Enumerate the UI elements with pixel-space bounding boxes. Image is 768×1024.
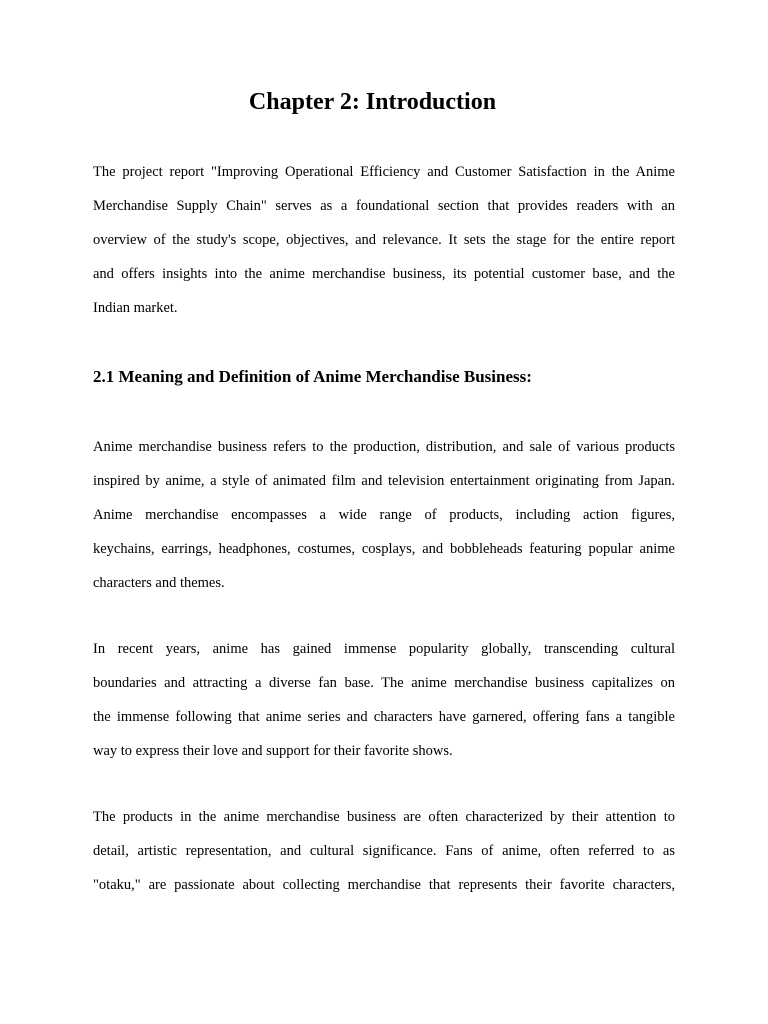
paragraph-1-line: characters and themes. (93, 575, 225, 591)
paragraph-3-line: The products in the anime merchandise business are often characterized by their attention to (93, 809, 675, 825)
intro-paragraph-line: Merchandise Supply Chain" serves as a foundational section that provides readers with an (93, 198, 675, 214)
paragraph-1-line: Anime merchandise business refers to the production, distribution, and sale of various products (93, 439, 675, 455)
intro-paragraph-line: overview of the study's scope, objectives, and relevance. It sets the stage for the entire report (93, 232, 675, 248)
intro-paragraph-line: and offers insights into the anime merchandise business, its potential customer base, and the (93, 266, 675, 282)
paragraph-1-line: inspired by anime, a style of animated film and television entertainment originating from Japan. (93, 473, 675, 489)
paragraph-3 (93, 800, 675, 902)
paragraph-2-line: In recent years, anime has gained immense popularity globally, transcending cultural (93, 641, 675, 657)
paragraph-3-line: detail, artistic representation, and cultural significance. Fans of anime, often referred to as (93, 843, 675, 859)
paragraph-2-line: boundaries and attracting a diverse fan base. The anime merchandise business capitalizes on (93, 675, 675, 691)
paragraph-2-line: way to express their love and support for their favorite shows. (93, 743, 453, 759)
paragraph-1-line: keychains, earrings, headphones, costumes, cosplays, and bobbleheads featuring popular anime (93, 541, 675, 557)
paragraph-2-line: the immense following that anime series and characters have garnered, offering fans a tangible (93, 709, 675, 725)
chapter-title: Chapter 2: Introduction (248, 89, 497, 115)
paragraph-1-line: Anime merchandise encompasses a wide range of products, including action figures, (93, 507, 675, 523)
paragraph-3-line: "otaku," are passionate about collecting merchandise that represents their favorite characters, (93, 877, 675, 893)
intro-paragraph-line: The project report "Improving Operational Efficiency and Customer Satisfaction in the Anime (93, 164, 675, 180)
paragraph-2 (93, 632, 675, 768)
intro-paragraph-line: Indian market. (93, 300, 178, 316)
paragraph-1 (93, 430, 675, 600)
intro-paragraph (93, 155, 675, 325)
section-heading-2-1: 2.1 Meaning and Definition of Anime Merchandise Business: (93, 367, 532, 386)
